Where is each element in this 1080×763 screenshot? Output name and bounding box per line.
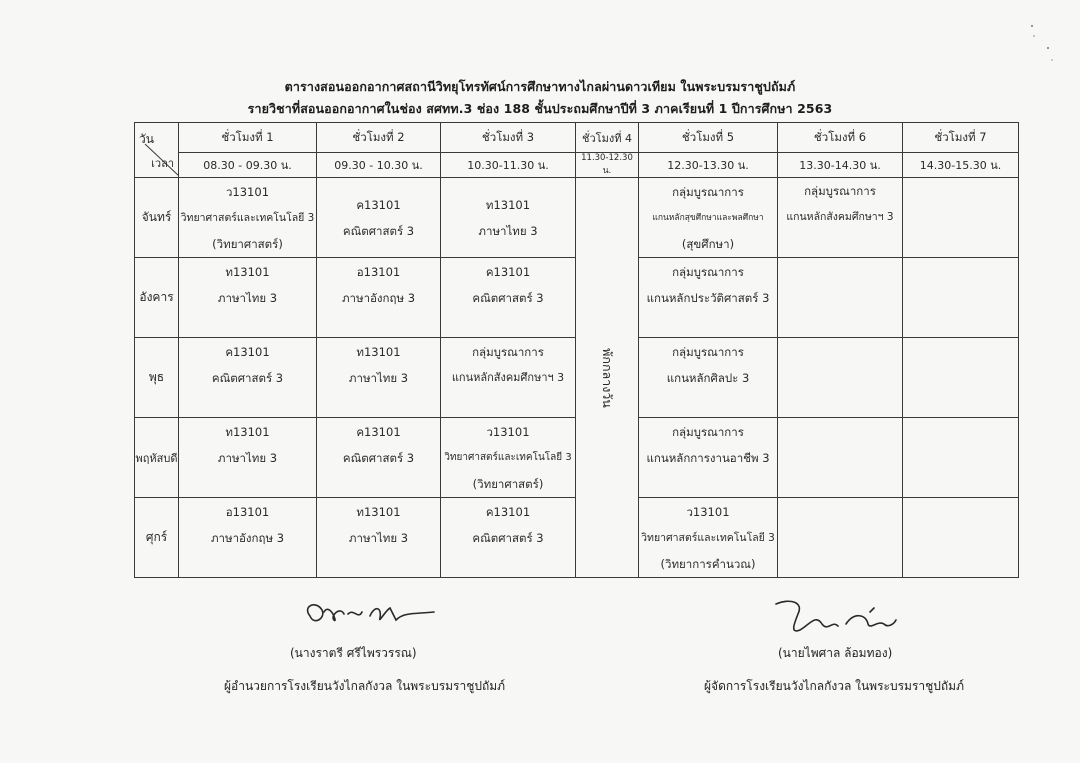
schedule-cell-empty	[778, 498, 903, 578]
subject-name: ภาษาอังกฤษ 3	[210, 530, 285, 545]
schedule-cell	[639, 258, 778, 338]
subject-code: ค13101	[225, 344, 270, 359]
corner-day-label: วัน	[139, 132, 154, 146]
schedule-cell	[441, 178, 576, 258]
subject-note: (วิทยาศาสตร์)	[472, 476, 544, 491]
schedule-cell	[778, 178, 903, 258]
subject-code: กลุ่มบูรณาการ	[472, 344, 544, 359]
period-header-5: ชั่วโมงที่ 5	[639, 123, 778, 153]
subject-name: คณิตศาสตร์ 3	[342, 450, 415, 465]
subject-name: ภาษาไทย 3	[217, 290, 278, 305]
period-header-1: ชั่วโมงที่ 1	[179, 123, 317, 153]
signature-left-image	[300, 598, 440, 634]
schedule-cell-empty	[778, 418, 903, 498]
lunch-break-label: พักกลางวัน	[600, 347, 615, 408]
period-header-4: ชั่วโมงที่ 4	[576, 123, 639, 153]
subject-code: กลุ่มบูรณาการ	[672, 184, 744, 199]
corner-time-label: เวลา	[151, 157, 174, 170]
subject-note: (วิทยาการคำนวณ)	[660, 556, 756, 571]
subject-name: คณิตศาสตร์ 3	[472, 530, 544, 545]
subject-code: ท13101	[225, 264, 270, 279]
subject-code: กลุ่มบูรณาการ	[672, 344, 744, 359]
header-row-periods	[135, 123, 1019, 153]
schedule-cell	[639, 418, 778, 498]
subject-name: วิทยาศาสตร์และเทคโนโลยี 3	[180, 211, 315, 224]
schedule-cell	[441, 338, 576, 418]
subject-code: กลุ่มบูรณาการ	[672, 264, 744, 279]
subject-name: ภาษาไทย 3	[217, 450, 278, 465]
period-time-7: 14.30-15.30 น.	[903, 153, 1019, 178]
header-row-times	[135, 153, 1019, 178]
subject-name: ภาษาไทย 3	[348, 530, 409, 545]
subject-code: ค13101	[485, 264, 531, 279]
schedule-cell-empty	[903, 178, 1019, 258]
schedule-cell	[317, 498, 441, 578]
subject-code: อ13101	[225, 504, 270, 519]
signature-right-image	[770, 594, 900, 638]
subject-name: ภาษาไทย 3	[348, 370, 409, 385]
period-time-1: 08.30 - 09.30 น.	[179, 153, 317, 178]
table-row-monday	[135, 178, 1019, 258]
signature-right-position: ผู้จัดการโรงเรียนวังไกลกังวล ในพระบรมราชูปถัมภ์	[704, 679, 964, 693]
period-time-4: 11.30-12.30 น.	[576, 153, 639, 178]
subject-note: (สุขศึกษา)	[681, 236, 735, 251]
subject-code: ท13101	[485, 197, 531, 212]
schedule-cell	[179, 338, 317, 418]
schedule-cell	[179, 178, 317, 258]
document-subtitle: รายวิชาที่สอนออกอากาศในช่อง สศทท.3 ช่อง 188 ชั้นประถมศึกษาปีที่ 3 ภาคเรียนที่ 1 ปีการศึกษา 2563	[247, 101, 833, 116]
schedule-cell	[179, 258, 317, 338]
subject-code: ท13101	[356, 504, 401, 519]
lunch-break-cell	[576, 178, 639, 578]
schedule-cell	[317, 258, 441, 338]
schedule-cell	[317, 338, 441, 418]
day-label-tuesday: อังคาร	[135, 258, 179, 338]
day-label-friday: ศุกร์	[135, 498, 179, 578]
subject-name: แกนหลักศิลปะ 3	[666, 370, 750, 385]
subject-name: แกนหลักสังคมศึกษาฯ 3	[786, 211, 894, 223]
schedule-table	[134, 122, 1019, 578]
period-header-6: ชั่วโมงที่ 6	[778, 123, 903, 153]
subject-note: (วิทยาศาสตร์)	[212, 236, 283, 251]
schedule-cell	[441, 498, 576, 578]
schedule-cell	[441, 258, 576, 338]
day-label-monday: จันทร์	[135, 178, 179, 258]
period-header-2: ชั่วโมงที่ 2	[317, 123, 441, 153]
subject-name: วิทยาศาสตร์และเทคโนโลยี 3	[444, 451, 572, 463]
schedule-cell	[639, 498, 778, 578]
subject-code: ท13101	[356, 344, 401, 359]
subject-name: คณิตศาสตร์ 3	[211, 370, 284, 385]
subject-name: ภาษาอังกฤษ 3	[341, 290, 416, 305]
signature-right-name: (นายไพศาล ล้อมทอง)	[778, 646, 893, 660]
subject-code: ว13101	[225, 184, 270, 199]
period-header-7: ชั่วโมงที่ 7	[903, 123, 1019, 153]
document-title: ตารางสอนออกอากาศสถานีวิทยุโทรทัศน์การศึกษาทางไกลผ่านดาวเทียม ในพระบรมราชูปถัมภ์	[284, 79, 796, 94]
subject-name: คณิตศาสตร์ 3	[472, 290, 544, 305]
subject-code: ค13101	[356, 424, 401, 439]
subject-name: แกนหลักสุขศึกษาและพลศึกษา	[652, 212, 764, 223]
schedule-cell-empty	[903, 418, 1019, 498]
subject-code: อ13101	[356, 264, 401, 279]
schedule-cell	[317, 178, 441, 258]
subject-code: ค13101	[356, 197, 401, 212]
day-label-thursday: พฤหัสบดี	[135, 418, 179, 498]
subject-name: ภาษาไทย 3	[478, 223, 538, 238]
subject-name: แกนหลักการงานอาชีพ 3	[646, 450, 770, 465]
schedule-cell	[639, 338, 778, 418]
scan-speck-mark	[1022, 18, 1062, 78]
subject-code: ค13101	[485, 504, 531, 519]
schedule-cell-empty	[778, 258, 903, 338]
period-time-5: 12.30-13.30 น.	[639, 153, 778, 178]
subject-name: คณิตศาสตร์ 3	[342, 223, 415, 238]
schedule-cell	[317, 418, 441, 498]
period-header-3: ชั่วโมงที่ 3	[441, 123, 576, 153]
signature-left-position: ผู้อำนวยการโรงเรียนวังไกลกังวล ในพระบรมราชูปถัมภ์	[224, 679, 506, 693]
schedule-cell	[179, 498, 317, 578]
subject-code: ว13101	[486, 424, 530, 439]
day-label-wednesday: พุธ	[135, 338, 179, 418]
subject-code: ว13101	[686, 504, 730, 519]
subject-code: ท13101	[225, 424, 270, 439]
subject-name: แกนหลักสังคมศึกษาฯ 3	[451, 370, 565, 384]
schedule-cell-empty	[903, 258, 1019, 338]
schedule-cell	[179, 418, 317, 498]
subject-name: แกนหลักประวัติศาสตร์ 3	[646, 290, 770, 305]
subject-name: วิทยาศาสตร์และเทคโนโลยี 3	[641, 531, 775, 544]
period-time-3: 10.30-11.30 น.	[441, 153, 576, 178]
period-time-6: 13.30-14.30 น.	[778, 153, 903, 178]
schedule-cell-empty	[903, 338, 1019, 418]
corner-cell	[135, 123, 179, 178]
schedule-cell-empty	[778, 338, 903, 418]
schedule-cell	[441, 418, 576, 498]
period-time-2: 09.30 - 10.30 น.	[317, 153, 441, 178]
schedule-cell-empty	[903, 498, 1019, 578]
subject-code: กลุ่มบูรณาการ	[804, 184, 876, 198]
schedule-cell	[639, 178, 778, 258]
signature-left-name: (นางราตรี ศรีไพรวรรณ)	[290, 646, 417, 660]
subject-code: กลุ่มบูรณาการ	[672, 424, 744, 439]
